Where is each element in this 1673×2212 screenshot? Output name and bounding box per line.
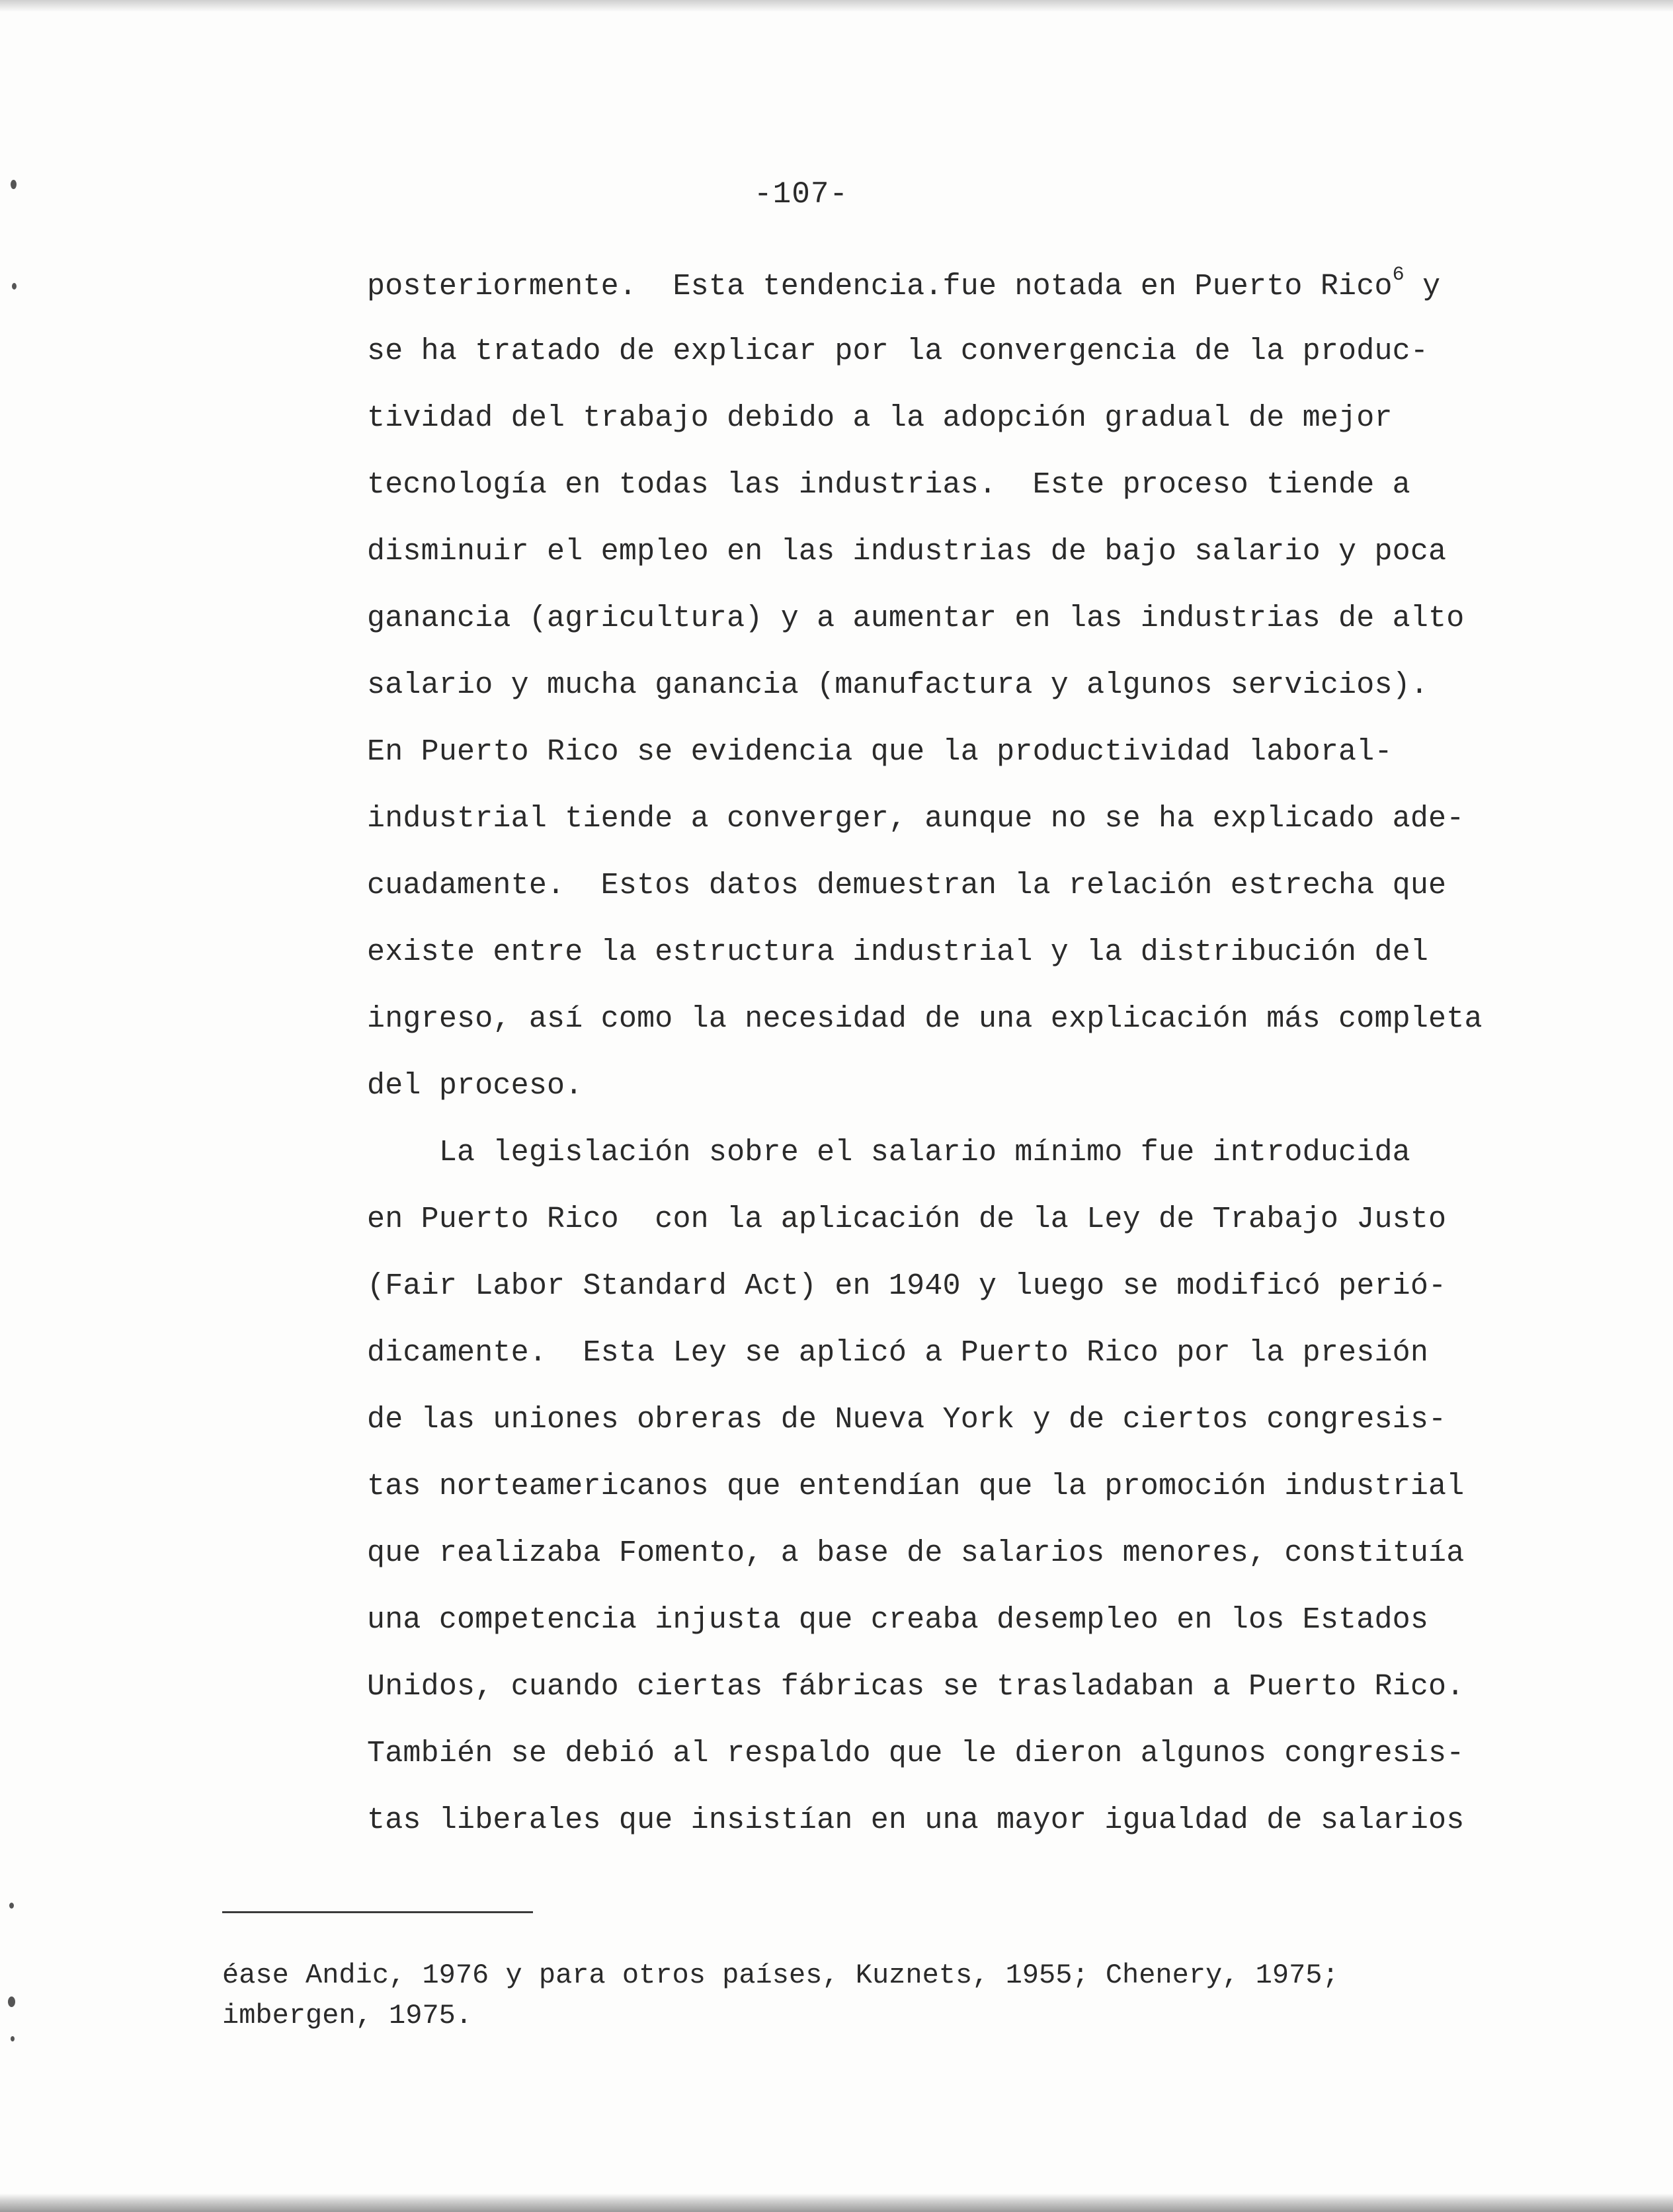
body-line-1-tail: y	[1404, 270, 1441, 303]
body-line-21: una competencia injusta que creaba desempleo en los Estados	[367, 1603, 1429, 1637]
body-line-2: se ha tratado de explicar por la convergencia de la produc-	[367, 335, 1429, 368]
body-line-24: tas liberales que insistían en una mayor igualdad de salarios	[367, 1803, 1465, 1837]
body-line-4: tecnología en todas las industrias. Este proceso tiende a	[367, 468, 1410, 502]
body-line-1-text: posteriormente. Esta tendencia.fue notada en Puerto Rico	[367, 270, 1393, 303]
body-line-18: de las uniones obreras de Nueva York y de ciertos congresis-	[367, 1403, 1447, 1437]
body-line-14: La legislación sobre el salario mínimo fue introducida	[367, 1136, 1410, 1169]
body-line-22: Unidos, cuando ciertas fábricas se trasladaban a Puerto Rico.	[367, 1670, 1465, 1704]
body-line-7: salario y mucha ganancia (manufactura y algunos servicios).	[367, 668, 1429, 702]
body-line-10: cuadamente. Estos datos demuestran la relación estrecha que	[367, 869, 1447, 902]
scan-speck	[11, 180, 17, 189]
footnote-line-2: imbergen, 1975.	[222, 2000, 473, 2032]
body-line-13: del proceso.	[367, 1069, 583, 1103]
footnote-marker: 6	[1392, 264, 1405, 286]
scan-edge-bottom	[0, 2193, 1673, 2212]
footnote-divider	[222, 1911, 533, 1913]
body-line-17: dicamente. Esta Ley se aplicó a Puerto Rico por la presión	[367, 1336, 1429, 1370]
body-line-8: En Puerto Rico se evidencia que la productividad laboral-	[367, 735, 1393, 769]
scan-speck	[12, 283, 17, 290]
footnote-line-1: éase Andic, 1976 y para otros países, Kuznets, 1955; Chenery, 1975;	[222, 1959, 1339, 1991]
body-line-1	[367, 264, 1441, 303]
page-number: -107-	[754, 177, 849, 212]
body-line-5: disminuir el empleo en las industrias de bajo salario y poca	[367, 535, 1447, 569]
body-line-20: que realizaba Fomento, a base de salarios menores, constituía	[367, 1536, 1465, 1570]
body-line-15: en Puerto Rico con la aplicación de la Ley de Trabajo Justo	[367, 1203, 1447, 1236]
body-line-16: (Fair Labor Standard Act) en 1940 y luego se modificó perió-	[367, 1269, 1447, 1303]
scan-edge-top	[0, 0, 1673, 12]
body-line-23: También se debió al respaldo que le dieron algunos congresis-	[367, 1737, 1465, 1770]
scan-speck	[11, 2036, 15, 2041]
body-line-19: tas norteamericanos que entendían que la promoción industrial	[367, 1470, 1465, 1503]
body-line-12: ingreso, así como la necesidad de una explicación más completa	[367, 1002, 1483, 1036]
scan-speck	[8, 1996, 15, 2007]
scan-speck	[9, 1903, 14, 1909]
body-line-11: existe entre la estructura industrial y la distribución del	[367, 935, 1429, 969]
body-line-9: industrial tiende a converger, aunque no se ha explicado ade-	[367, 802, 1465, 836]
body-line-3: tividad del trabajo debido a la adopción gradual de mejor	[367, 401, 1393, 435]
body-line-6: ganancia (agricultura) y a aumentar en las industrias de alto	[367, 602, 1465, 635]
